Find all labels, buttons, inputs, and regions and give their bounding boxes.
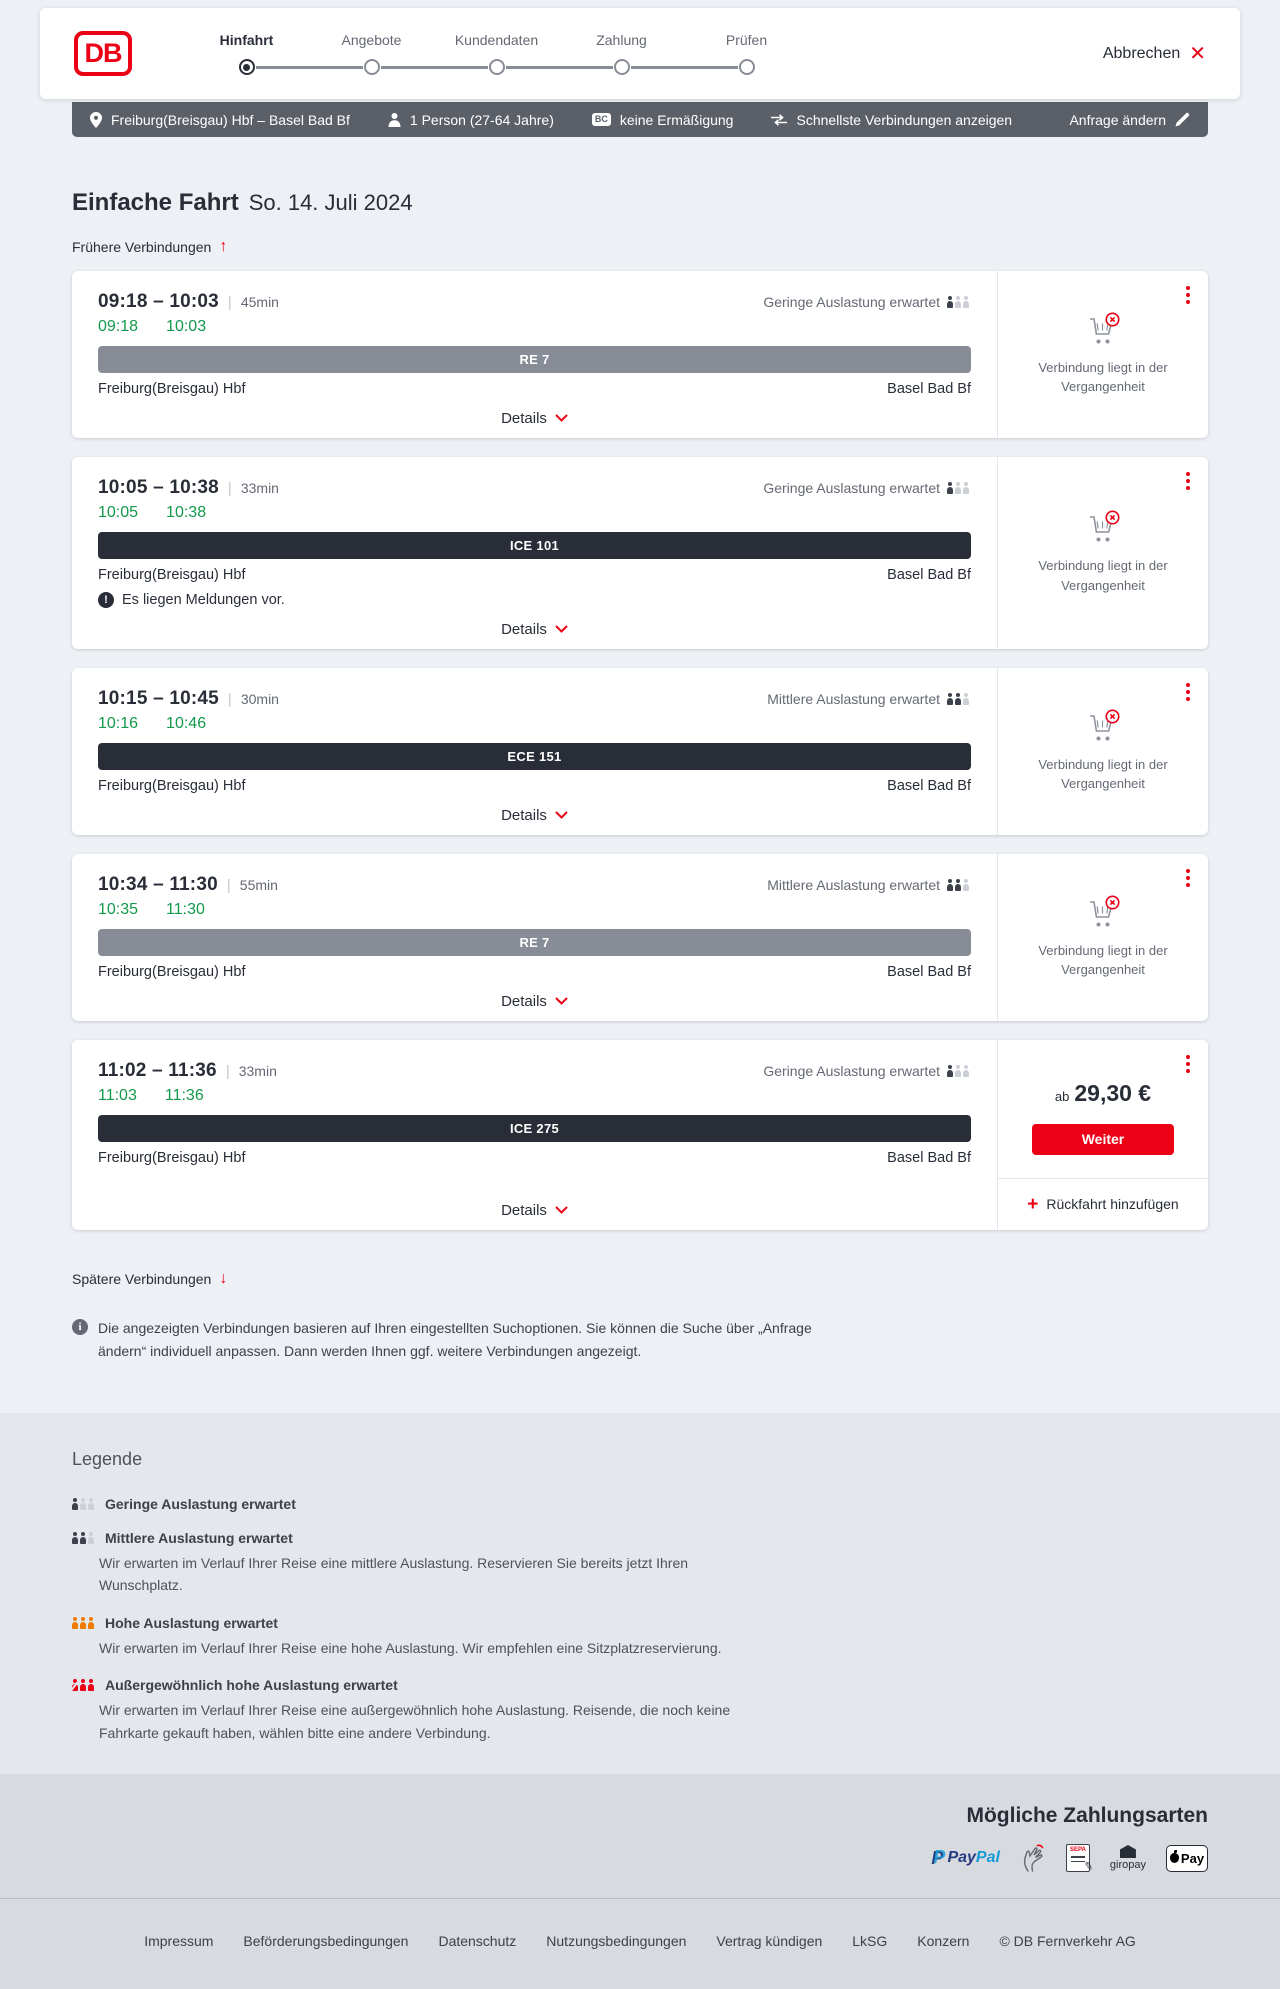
details-toggle[interactable] <box>501 410 568 427</box>
plus-icon: + <box>1027 1193 1039 1215</box>
arrow-up-icon: ↑ <box>219 237 228 255</box>
chevron-down-icon <box>555 625 568 633</box>
origin-station: Freiburg(Breisgau) Hbf <box>98 566 246 583</box>
occupancy-exceptional-icon <box>72 1679 96 1691</box>
step-label: Kundendaten <box>454 32 539 49</box>
past-connection-text: Verbindung liegt in der Vergangenheit <box>1038 756 1168 792</box>
departure-time: 10:35 <box>98 900 139 918</box>
paypal-word-pay: Pay <box>947 1849 976 1866</box>
occupancy-icon <box>947 296 971 308</box>
step-label: Prüfen <box>725 32 768 49</box>
pay-hand-icon <box>1020 1844 1046 1872</box>
results-main <box>0 137 1280 1363</box>
occupancy-label: Geringe Auslastung erwartet <box>763 479 940 496</box>
realtime-times <box>98 504 971 522</box>
continue-button[interactable]: Weiter <box>1032 1124 1174 1155</box>
occupancy-label: Geringe Auslastung erwartet <box>763 293 940 310</box>
step-dot-icon <box>489 59 505 75</box>
chevron-down-icon <box>555 997 568 1005</box>
train-label: RE 7 <box>519 351 550 367</box>
legend-item-high <box>72 1615 1208 1659</box>
train-label: ICE 101 <box>509 537 560 553</box>
arrival-time: 11:30 <box>166 900 205 918</box>
time-range: 10:15 – 10:45 <box>98 687 219 709</box>
copyright-text: © DB Fernverkehr AG <box>999 1933 1136 1949</box>
sort-arrows-icon <box>771 114 787 126</box>
step-label: Zahlung <box>596 32 647 49</box>
occupancy-status <box>763 1063 971 1079</box>
earlier-connections-label: Frühere Verbindungen <box>72 238 212 255</box>
apple-pay-label: Pay <box>1180 1850 1205 1866</box>
apple-logo-icon <box>1170 1853 1179 1863</box>
occupancy-icon <box>947 693 971 705</box>
legend-description: Wir erwarten im Verlauf Ihrer Reise eine hohe Auslastung. Wir empfehlen eine Sitzplatzreservierung. <box>99 1639 722 1656</box>
arrival-time: 10:03 <box>166 317 207 335</box>
legend-description: Wir erwarten im Verlauf Ihrer Reise eine außergewöhnlich hohe Auslastung. Reisende, die noch keine Fahrkarte gekauft haben, wählen bitte eine andere Verbindung. <box>99 1702 731 1741</box>
sort-text: Schnellste Verbindungen anzeigen <box>796 111 1013 128</box>
connection-side-panel <box>997 668 1208 835</box>
offer-side-panel <box>997 1040 1208 1230</box>
cancel-label: Abbrechen <box>1102 44 1181 62</box>
connection-main <box>72 854 997 1021</box>
occupancy-icon <box>947 482 971 494</box>
legend-title: Legende <box>72 1449 143 1470</box>
more-options-button[interactable] <box>1184 1053 1192 1075</box>
duration: 33min <box>240 479 279 496</box>
more-options-button[interactable] <box>1184 470 1192 492</box>
footer-link-konzern[interactable]: Konzern <box>917 1933 970 1949</box>
connection-list <box>72 271 1208 1230</box>
messages-note <box>98 592 971 608</box>
later-connections-label: Spätere Verbindungen <box>72 1270 212 1287</box>
location-pin-icon <box>90 112 102 128</box>
train-label: ICE 275 <box>509 1120 560 1136</box>
payment-icons <box>72 1844 1208 1872</box>
duration: 45min <box>240 293 279 310</box>
edit-request-button[interactable] <box>1069 112 1190 128</box>
connection-side-panel <box>997 457 1208 649</box>
details-label: Details <box>501 409 547 427</box>
bahncard-icon: BC <box>592 113 611 126</box>
occupancy-low-icon <box>72 1498 96 1510</box>
page-title: Einfache Fahrt <box>72 188 239 216</box>
edit-request-label: Anfrage ändern <box>1069 111 1166 128</box>
paypal-mark: P P <box>931 1848 943 1869</box>
arrival-time: 11:36 <box>164 1086 204 1104</box>
connection-card <box>72 854 1208 1021</box>
train-segment-bar <box>98 346 971 373</box>
legend-description: Wir erwarten im Verlauf Ihrer Reise eine mittlere Auslastung. Reservieren Sie bereits jetzt Ihren Wunschplatz. <box>99 1555 689 1594</box>
departure-time: 11:03 <box>98 1086 137 1104</box>
occupancy-status <box>767 877 971 893</box>
footer <box>0 1898 1280 1989</box>
occupancy-medium-icon <box>72 1532 96 1544</box>
arrival-time: 10:46 <box>166 714 207 732</box>
earlier-connections-link[interactable] <box>72 239 227 255</box>
booking-header <box>40 8 1240 99</box>
past-connection-text: Verbindung liegt in der Vergangenheit <box>1038 558 1168 593</box>
train-segment-bar <box>98 743 971 770</box>
occupancy-status <box>763 294 971 310</box>
step-dot-active-icon <box>239 59 255 75</box>
train-label: ECE 151 <box>507 748 562 764</box>
route-text: Freiburg(Breisgau) Hbf – Basel Bad Bf <box>111 111 350 128</box>
cart-unavailable-icon <box>1085 510 1121 544</box>
passenger-summary <box>388 112 554 128</box>
more-options-button[interactable] <box>1184 681 1192 703</box>
destination-station: Basel Bad Bf <box>887 963 971 980</box>
footer-link-nutzungsbedingungen[interactable]: Nutzungsbedingungen <box>546 1933 687 1949</box>
train-label: RE 7 <box>519 934 550 950</box>
discount-summary <box>592 112 734 128</box>
destination-station: Basel Bad Bf <box>887 380 971 397</box>
departure-time: 09:18 <box>98 317 139 335</box>
paypal-icon <box>931 1848 1000 1869</box>
separator: | <box>225 1062 230 1080</box>
train-segment-bar <box>98 1115 971 1142</box>
discount-text: keine Ermäßigung <box>619 111 734 128</box>
details-toggle[interactable] <box>501 807 568 824</box>
legend-item-exceptional <box>72 1677 1208 1744</box>
page-bottom <box>0 1774 1280 1989</box>
add-return-button[interactable] <box>998 1178 1208 1230</box>
chevron-down-icon <box>555 414 568 422</box>
close-icon: ✕ <box>1189 42 1206 65</box>
connection-card <box>72 457 1208 649</box>
route-summary <box>90 112 350 128</box>
messages-note-text: Es liegen Meldungen vor. <box>122 591 285 608</box>
duration: 33min <box>238 1062 277 1079</box>
details-label: Details <box>501 620 547 638</box>
giropay-icon <box>1110 1845 1146 1871</box>
search-summary-bar <box>72 102 1208 136</box>
origin-station: Freiburg(Breisgau) Hbf <box>98 380 246 397</box>
separator: | <box>227 293 232 311</box>
occupancy-label: Geringe Auslastung erwartet <box>763 1062 940 1079</box>
details-label: Details <box>501 992 547 1010</box>
connection-side-panel <box>997 854 1208 1021</box>
person-icon <box>388 113 401 127</box>
occupancy-icon <box>947 879 971 891</box>
footer-link-lksg[interactable]: LkSG <box>852 1933 888 1949</box>
realtime-times <box>98 901 971 919</box>
page-heading <box>72 189 1208 217</box>
details-label: Details <box>501 1201 547 1219</box>
step-dot-icon <box>614 59 630 75</box>
footer-link-impressum[interactable]: Impressum <box>144 1933 214 1949</box>
price-prefix: ab <box>1054 1088 1070 1104</box>
step-dot-icon <box>364 59 380 75</box>
details-toggle[interactable] <box>501 621 568 638</box>
more-options-button[interactable] <box>1184 867 1192 889</box>
step-pruefen[interactable] <box>684 32 809 75</box>
past-connection-text: Verbindung liegt in der Vergangenheit <box>1038 942 1168 978</box>
connection-card <box>72 271 1208 438</box>
price <box>1055 1080 1151 1107</box>
details-toggle[interactable] <box>501 1202 568 1219</box>
legend-label: Geringe Auslastung erwartet <box>105 1496 296 1513</box>
details-label: Details <box>501 806 547 824</box>
more-options-button[interactable] <box>1184 284 1192 306</box>
legend-item-low <box>72 1496 1208 1512</box>
separator: | <box>227 479 232 497</box>
origin-station: Freiburg(Breisgau) Hbf <box>98 963 246 980</box>
step-label: Hinfahrt <box>219 32 274 49</box>
cart-unavailable-icon <box>1085 709 1121 743</box>
destination-station: Basel Bad Bf <box>887 566 971 583</box>
occupancy-high-icon <box>72 1617 96 1629</box>
paypal-word-pal: Pal <box>975 1849 1000 1866</box>
sepa-label: SEPA <box>1069 1847 1086 1853</box>
occupancy-label: Mittlere Auslastung erwartet <box>767 690 940 707</box>
db-logo: DB <box>74 31 132 76</box>
arrow-down-icon: ↓ <box>219 1269 228 1287</box>
giropay-building-icon <box>1120 1845 1136 1858</box>
pencil-icon <box>1175 112 1190 127</box>
sepa-pencil-icon: ✎ <box>1082 1860 1094 1874</box>
time-range: 11:02 – 11:36 <box>98 1059 217 1081</box>
separator: | <box>227 690 232 708</box>
chevron-down-icon <box>555 1206 568 1214</box>
occupancy-label: Mittlere Auslastung erwartet <box>767 876 940 893</box>
departure-time: 10:16 <box>98 714 139 732</box>
alert-icon: ! <box>98 592 114 608</box>
realtime-times <box>98 318 971 336</box>
search-info-text: Die angezeigten Verbindungen basieren auf Ihren eingestellten Suchoptionen. Sie können die Suche über „Anfrage ändern“ individuell anpassen. Dann werden Ihnen ggf. weitere Verbindungen angezeigt. <box>98 1319 812 1359</box>
destination-station: Basel Bad Bf <box>887 1149 971 1166</box>
travel-date: So. 14. Juli 2024 <box>248 189 413 215</box>
apple-pay-icon <box>1166 1845 1208 1872</box>
realtime-times <box>98 715 971 733</box>
legend-label: Außergewöhnlich hohe Auslastung erwartet <box>105 1677 398 1694</box>
sort-summary <box>771 112 1012 128</box>
duration: 55min <box>239 876 278 893</box>
step-label: Angebote <box>341 32 402 49</box>
step-dot-icon <box>739 59 755 75</box>
footer-link-vertrag-kuendigen[interactable]: Vertrag kündigen <box>716 1933 823 1949</box>
destination-station: Basel Bad Bf <box>887 777 971 794</box>
origin-station: Freiburg(Breisgau) Hbf <box>98 777 246 794</box>
passenger-text: 1 Person (27-64 Jahre) <box>409 111 554 128</box>
realtime-times <box>98 1087 971 1105</box>
footer-link-datenschutz[interactable]: Datenschutz <box>438 1933 517 1949</box>
payment-methods-title: Mögliche Zahlungsarten <box>966 1804 1208 1827</box>
cart-unavailable-icon <box>1085 312 1121 346</box>
connection-card <box>72 668 1208 835</box>
occupancy-status <box>767 691 971 707</box>
occupancy-icon <box>947 1065 971 1077</box>
train-segment-bar <box>98 929 971 956</box>
details-toggle[interactable] <box>501 993 568 1010</box>
giropay-label: giropay <box>1109 1859 1146 1871</box>
later-connections-link[interactable] <box>72 1271 227 1287</box>
chevron-down-icon <box>555 811 568 819</box>
search-info <box>72 1317 1208 1363</box>
time-range: 10:05 – 10:38 <box>98 476 219 498</box>
train-segment-bar <box>98 532 971 559</box>
connection-main <box>72 1040 997 1230</box>
sepa-direct-debit-icon <box>1066 1844 1094 1874</box>
info-icon: i <box>72 1319 88 1335</box>
connection-main <box>72 457 997 649</box>
origin-station: Freiburg(Breisgau) Hbf <box>98 1149 246 1166</box>
connection-main <box>72 271 997 438</box>
payment-methods-section <box>0 1774 1280 1898</box>
departure-time: 10:05 <box>98 503 139 521</box>
time-range: 09:18 – 10:03 <box>98 290 219 312</box>
separator: | <box>226 876 231 894</box>
legend-label: Mittlere Auslastung erwartet <box>105 1530 293 1547</box>
progress-steps <box>184 32 809 75</box>
footer-link-befoerderungsbedingungen[interactable]: Beförderungsbedingungen <box>243 1933 409 1949</box>
time-range: 10:34 – 11:30 <box>98 873 218 895</box>
legend-label: Hohe Auslastung erwartet <box>105 1614 278 1631</box>
past-connection-text: Verbindung liegt in der Vergangenheit <box>1038 359 1168 395</box>
legend-section <box>0 1413 1280 1774</box>
price-value: 29,30 € <box>1074 1079 1152 1106</box>
arrival-time: 10:38 <box>166 503 207 521</box>
occupancy-status <box>763 480 971 496</box>
duration: 30min <box>240 690 279 707</box>
footer-links <box>72 1933 1208 1949</box>
connection-main <box>72 668 997 835</box>
cart-unavailable-icon <box>1085 895 1121 929</box>
connection-card <box>72 1040 1208 1230</box>
cancel-button[interactable] <box>1103 44 1206 64</box>
connection-side-panel <box>997 271 1208 438</box>
add-return-label: Rückfahrt hinzufügen <box>1046 1196 1179 1213</box>
legend-item-medium <box>72 1530 1208 1597</box>
